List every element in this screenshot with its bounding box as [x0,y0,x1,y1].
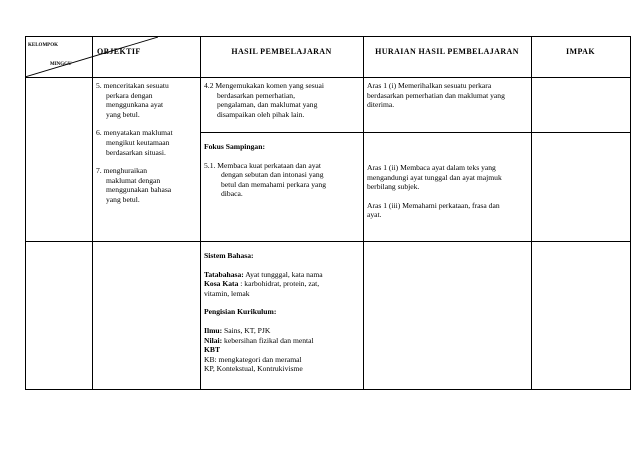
hasil-4-2-num: 4.2 [204,81,214,90]
objektif-item-6-line1: menyatakan maklumat [103,128,173,138]
ilmu-value: Sains, KT, PJK [222,325,271,335]
kosakata-label: Kosa Kata [204,279,239,289]
huraian-aras1-i-line3: diterima. [367,100,395,110]
sistem-bahasa-title: Sistem Bahasa: [204,251,254,260]
objektif-item-5-line1: menceritakan sesuatu [103,81,169,90]
header-bottom-border [25,77,631,78]
objektif-list [96,81,200,205]
hasil-5-1-line3: betul dan memahami perkara yang [221,179,327,189]
hasil-5-1-line2: dengan sebutan dan intonasi yang [221,170,324,180]
pengisian-kurikulum-title: Pengisian Kurikulum: [204,307,277,317]
hasil-5-1-line4: dibaca. [221,189,243,199]
header-objektif: OBJEKTIF [97,47,141,56]
objektif-item-7-num: 7. [96,166,102,176]
hasil-sistem-bahasa [204,251,363,374]
table-left-border [25,36,26,390]
objektif-item-7-line4: yang betul. [106,194,140,204]
objektif-item-5-line3: menggunkana ayat [106,100,164,110]
nilai-label: Nilai: [204,335,223,345]
kosakata-line2: vitamin, lemak [204,288,250,298]
tatabahasa-label: Tatabahasa: [204,269,244,279]
objektif-item-6 [96,128,200,157]
col-divider-huraian [531,36,532,390]
kp-line: KP, Kontekstual, Kontrukivisme [204,364,303,374]
objektif-item-7 [96,166,200,204]
objektif-item-7-line1: menghuraikan [103,166,148,176]
col-divider-hasil [363,36,364,390]
row1-divider [200,132,631,133]
objektif-item-5 [96,81,200,119]
hasil-5-1-num: 5.1. [204,160,216,170]
kb-line: KB: mengkategori dan meramal [204,354,302,364]
hasil-5-1-line1: Membaca kuat perkataan dan ayat [217,160,322,170]
objektif-item-5-num: 5. [96,81,102,90]
nilai-value: kebersihan fizikal dan mental [222,335,314,345]
huraian-aras1-i-line2: berdasarkan pemerhatian dan maklumat yang [367,90,505,100]
huraian-aras1-ii-line2: mengandungi ayat tunggal dan ayat majmuk [367,172,502,182]
huraian-aras1-i-line1: Aras 1 (i) Memerihalkan sesuatu perkara [367,81,492,90]
huraian-aras1-i [367,81,531,110]
hasil-4-2-line4: disampaikan oleh pihak lain. [217,109,305,119]
objektif-item-5-line2: perkara dengan [106,90,153,100]
hasil-4-2 [204,81,363,119]
objektif-item-6-line3: berdasarkan situasi. [106,147,166,157]
huraian-aras1-ii-line3: berbilang subjek. [367,182,420,192]
huraian-aras1-ii [367,163,531,220]
hasil-fokus-sampingan [204,142,363,199]
objektif-item-7-line3: menggunakan bahasa [106,185,172,195]
ilmu-line [204,326,363,336]
kosakata-line [204,279,363,289]
header-kelompok: KELOMPOK [28,43,58,48]
header-impak: IMPAK [566,47,595,56]
objektif-item-7-line2: maklumat dengan [106,175,161,185]
ilmu-label: Ilmu: [204,325,223,335]
huraian-aras1-iii-line2: ayat. [367,210,382,220]
header-huraian-hasil-pembelajaran: HURAIAN HASIL PEMBELAJARAN [375,47,519,56]
table-right-border [630,36,631,390]
objektif-item-6-num: 6. [96,128,102,138]
fokus-sampingan-title: Fokus Sampingan: [204,142,265,151]
hasil-4-2-line3: pengalaman, dan maklumat yang [217,100,318,110]
huraian-aras1-iii-line1: Aras 1 (iii) Memahami perkataan, frasa dan [367,200,500,210]
tatabahasa-line [204,270,363,280]
hasil-4-2-line2: berdasarkan pemerhatian, [217,90,296,100]
huraian-aras1-ii-line1: Aras 1 (ii) Membaca ayat dalam teks yang [367,163,496,172]
hasil-4-2-line1: Mengemukakan komen yang sesuai [215,81,325,90]
kbt-label: KBT [204,345,221,355]
table-bottom-border [25,389,631,390]
objektif-item-6-line2: mengikut keutamaan [106,137,170,147]
kosakata-value: : karbohidrat, protein, zat, [238,279,320,289]
row2-divider [25,241,631,242]
header-hasil-pembelajaran: HASIL PEMBELAJARAN [231,47,332,56]
objektif-item-5-line4: yang betul. [106,109,140,119]
nilai-line [204,336,363,346]
col-divider-objektif [200,36,201,390]
header-minggu: MINGGU [50,62,72,67]
col-divider-minggu [92,36,93,390]
tatabahasa-value: Ayat tungggal, kata nama [243,269,323,279]
